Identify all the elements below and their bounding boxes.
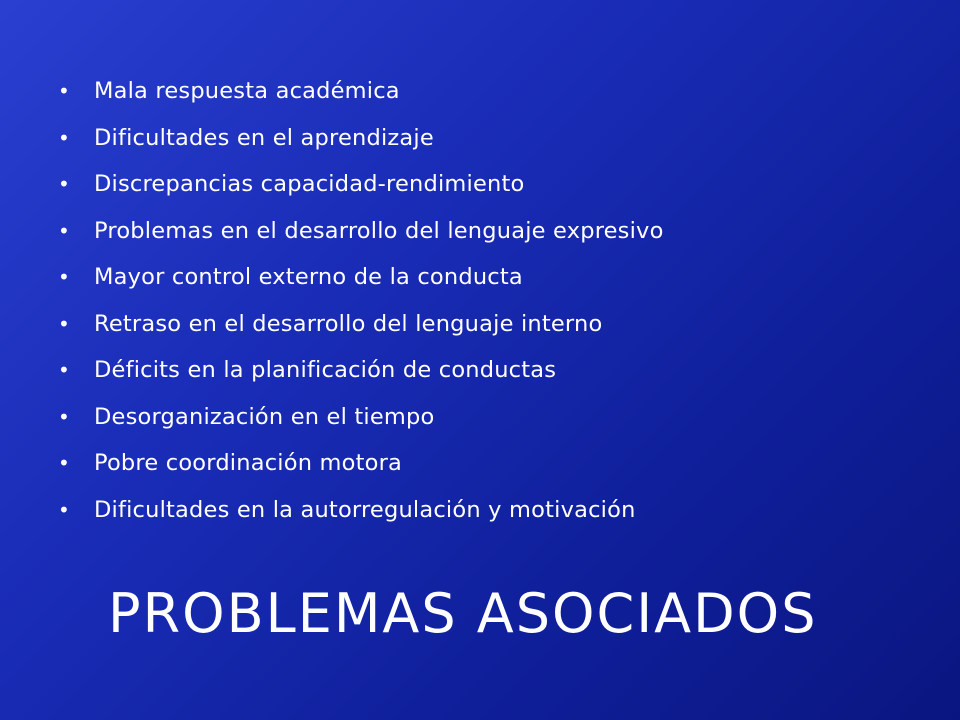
bullet-text: Problemas en el desarrollo del lenguaje expresivo [94,217,664,244]
bullet-icon: • [58,497,70,522]
bullet-item [58,440,664,487]
bullet-list [58,68,664,533]
bullet-item [58,254,664,301]
bullet-icon: • [58,218,70,243]
bullet-icon: • [58,358,70,383]
bullet-text: Mayor control externo de la conducta [94,264,523,291]
bullet-item [58,208,664,255]
bullet-icon: • [58,311,70,336]
bullet-text: Dificultades en el aprendizaje [94,124,434,151]
bullet-text: Mala respuesta académica [94,78,400,105]
bullet-icon: • [58,172,70,197]
bullet-item [58,68,664,115]
bullet-item [58,394,664,441]
bullet-text: Déficits en la planificación de conductas [94,357,557,384]
bullet-icon: • [58,125,70,150]
bullet-item [58,115,664,162]
bullet-item [58,347,664,394]
bullet-text: Discrepancias capacidad-rendimiento [94,171,525,198]
bullet-item [58,161,664,208]
bullet-text: Pobre coordinación motora [94,450,403,477]
slide-title: PROBLEMAS ASOCIADOS [108,582,818,645]
bullet-icon: • [58,404,70,429]
bullet-text: Retraso en el desarrollo del lenguaje interno [94,310,603,337]
bullet-icon: • [58,79,70,104]
bullet-item [58,301,664,348]
bullet-text: Dificultades en la autorregulación y motivación [94,496,636,523]
bullet-icon: • [58,265,70,290]
bullet-icon: • [58,451,70,476]
bullet-text: Desorganización en el tiempo [94,403,435,430]
bullet-item [58,487,664,534]
